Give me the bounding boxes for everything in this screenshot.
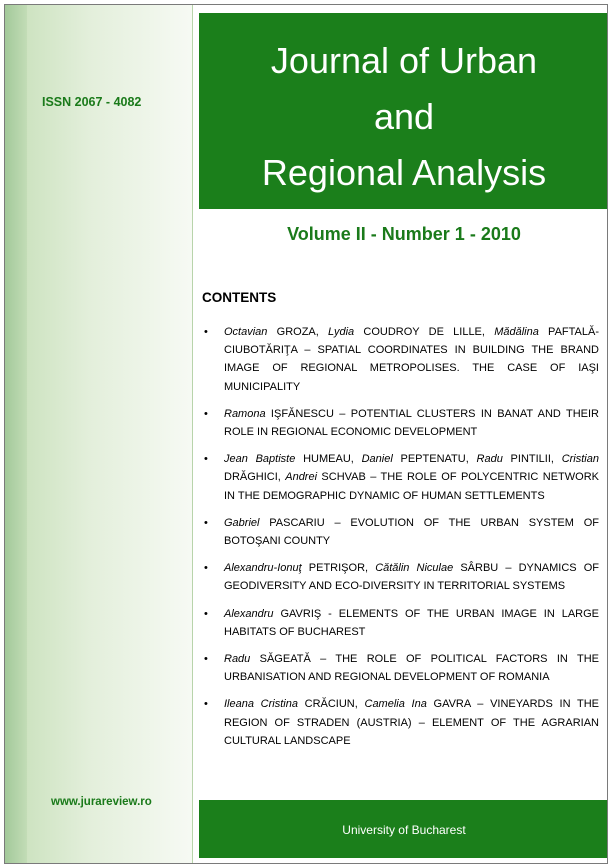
author-first-name: Andrei xyxy=(285,471,318,484)
toc-entry xyxy=(202,450,599,505)
author-first-name: Ileana Cristina xyxy=(224,698,298,711)
toc-entry xyxy=(202,405,599,441)
toc-entry xyxy=(202,650,599,686)
publisher-name: University of Bucharest xyxy=(342,823,466,837)
toc-entry xyxy=(202,559,599,595)
toc-entry xyxy=(202,605,599,641)
journal-cover-page xyxy=(4,4,608,864)
toc-entry-text xyxy=(224,408,599,438)
author-first-name: Octavian xyxy=(224,326,268,338)
entry-text-segment: CRĂCIUN, xyxy=(297,698,365,711)
website-link[interactable]: www.jurareview.ro xyxy=(51,796,152,808)
author-first-name: Lydia xyxy=(328,326,355,338)
issn-label: ISSN 2067 - 4082 xyxy=(42,95,142,109)
author-first-name: Gabriel xyxy=(224,516,260,529)
entry-text-segment: GROZA, xyxy=(267,326,329,338)
table-of-contents xyxy=(202,323,599,759)
author-first-name: Alexandru xyxy=(224,607,274,620)
side-stripe xyxy=(5,5,27,863)
author-first-name: Daniel xyxy=(361,453,393,466)
author-first-name: Alexandru-Ionuţ xyxy=(224,562,302,575)
author-first-name: Camelia Ina xyxy=(364,698,427,711)
toc-bullet: • xyxy=(204,453,208,466)
side-panel-edge xyxy=(192,5,193,863)
entry-text-segment: GAVRA – VINEYARDS IN THE REGION OF STRADEN (AUSTRIA) – ELEMENT OF THE AGRARIAN CULTURAL LANDSCAPE xyxy=(224,698,600,747)
author-first-name: Cristian xyxy=(561,453,599,466)
toc-entry-text xyxy=(224,698,599,746)
toc-bullet: • xyxy=(204,607,208,620)
entry-text-segment: SÂRBU – DYNAMICS OF GEODIVERSITY AND ECO-DIVERSITY IN TERRITORIAL SYSTEMS xyxy=(224,562,600,593)
entry-text-segment: DRĂGHICI, xyxy=(224,471,286,484)
toc-entry xyxy=(202,695,599,750)
contents-heading: CONTENTS xyxy=(202,290,277,305)
toc-bullet: • xyxy=(204,516,208,529)
toc-bullet: • xyxy=(204,562,208,575)
toc-entry-text xyxy=(224,653,599,683)
toc-entry-text xyxy=(224,326,599,393)
journal-title-line-1: Journal of Urban xyxy=(270,40,538,81)
entry-text-segment: COUDROY DE LILLE, xyxy=(354,326,495,338)
journal-title-line-2: and xyxy=(373,96,435,137)
toc-bullet: • xyxy=(204,653,208,666)
toc-entry xyxy=(202,323,599,396)
entry-text-segment: PETRIŞOR, xyxy=(301,562,376,575)
toc-entry-text xyxy=(224,608,599,638)
publisher-banner xyxy=(199,800,608,858)
entry-text-segment: PINTILII, xyxy=(502,453,562,466)
toc-entry-text xyxy=(224,517,599,547)
entry-text-segment: PEPTENATU, xyxy=(392,453,477,466)
author-first-name: Radu xyxy=(476,453,503,466)
entry-text-segment: IŞFĂNESCU – POTENTIAL CLUSTERS IN BANAT AND THEIR ROLE IN REGIONAL ECONOMIC DEVELOPMENT xyxy=(224,407,599,439)
toc-entry-text xyxy=(224,562,599,592)
journal-title-line-3: Regional Analysis xyxy=(261,152,547,193)
entry-text-segment: SĂGEATĂ – THE ROLE OF POLITICAL FACTORS IN THE URBANISATION AND REGIONAL DEVELOPMENT OF ROMANIA xyxy=(224,653,599,684)
toc-bullet: • xyxy=(204,326,208,338)
volume-heading: Volume II - Number 1 - 2010 xyxy=(287,224,521,244)
toc-entry xyxy=(202,514,599,550)
toc-bullet: • xyxy=(204,407,208,420)
author-first-name: Mădălina xyxy=(494,326,539,338)
entry-text-segment: PAFTALĂ-CIUBOTĂRIŢA – SPATIAL COORDINATES IN BUILDING THE BRAND IMAGE OF REGIONAL METROPOLISES. THE CASE OF IAŞI MUNICIPALITY xyxy=(224,326,599,393)
entry-text-segment: PASCARIU – EVOLUTION OF THE URBAN SYSTEM OF BOTOŞANI COUNTY xyxy=(224,516,599,548)
author-first-name: Cătălin Niculae xyxy=(375,562,454,575)
side-panel xyxy=(5,5,193,863)
author-first-name: Radu xyxy=(224,653,251,666)
entry-text-segment: GAVRIŞ - ELEMENTS OF THE URBAN IMAGE IN LARGE HABITATS OF BUCHAREST xyxy=(224,607,599,638)
toc-entry-text xyxy=(224,453,599,501)
toc-bullet: • xyxy=(204,698,208,711)
entry-text-segment: HUMEAU, xyxy=(295,453,362,466)
author-first-name: Jean Baptiste xyxy=(224,453,296,466)
author-first-name: Ramona xyxy=(224,407,266,420)
journal-title xyxy=(199,33,608,201)
title-banner xyxy=(199,13,608,209)
entry-text-segment: SCHVAB – THE ROLE OF POLYCENTRIC NETWORK IN THE DEMOGRAPHIC DYNAMIC OF HUMAN SETTLEMENTS xyxy=(224,471,599,502)
